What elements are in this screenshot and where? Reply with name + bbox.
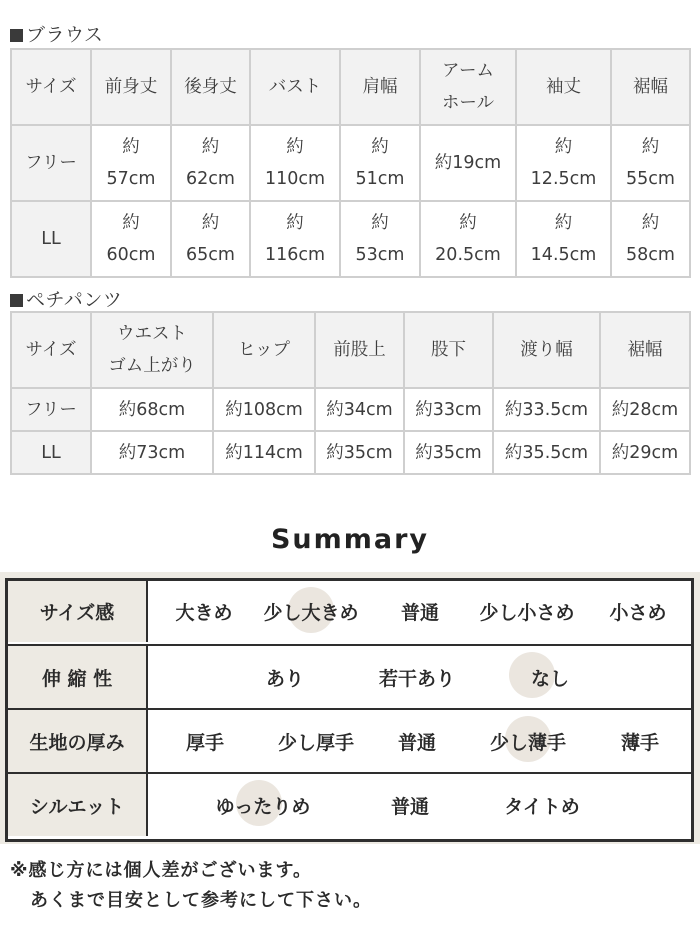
summary-option: 若干あり (378, 667, 455, 690)
petticoat-header-cell: ヒップ (213, 312, 315, 388)
petticoat-row (11, 431, 690, 474)
summary-option: 普通 (397, 731, 436, 754)
blouse-cell: 約 110cm (250, 125, 340, 201)
blouse-cell: 約 14.5cm (516, 201, 611, 277)
summary-option: 薄手 (620, 731, 659, 754)
blouse-header-row (11, 49, 690, 125)
petticoat-header-cell: 裾幅 (600, 312, 690, 388)
summary-row (8, 772, 691, 836)
summary-option: 大きめ (175, 602, 233, 624)
blouse-size-label: フリー (11, 125, 91, 201)
blouse-section-title: ブラウス (10, 20, 103, 47)
summary-title: Summary (270, 524, 430, 555)
note-line-1: ※感じ方には個人差がございます。 (10, 860, 313, 881)
petticoat-header-row (11, 312, 690, 388)
petticoat-size-label: フリー (11, 388, 91, 431)
summary-table (5, 578, 694, 842)
petticoat-cell: 約35.5cm (493, 431, 600, 474)
summary-option: なし (530, 667, 569, 690)
summary-option: 少し大きめ (263, 602, 359, 624)
blouse-cell: 約 57cm (91, 125, 171, 201)
summary-option: タイトめ (504, 795, 580, 818)
blouse-header-cell: アーム ホール (420, 49, 516, 125)
square-bullet-icon (10, 29, 23, 42)
summary-row-label: サイズ感 (8, 581, 148, 642)
petticoat-section-title: ペチパンツ (10, 285, 122, 312)
summary-row-label: 生地の厚み (8, 710, 148, 772)
blouse-header-cell: サイズ (11, 49, 91, 125)
blouse-header-cell: 袖丈 (516, 49, 611, 125)
summary-row (8, 581, 691, 642)
petticoat-header-cell: 股下 (404, 312, 493, 388)
summary-option: 厚手 (185, 731, 224, 754)
blouse-header-cell: 後身丈 (171, 49, 250, 125)
blouse-cell: 約 55cm (611, 125, 690, 201)
summary-option: あり (265, 667, 304, 690)
petticoat-cell: 約29cm (600, 431, 690, 474)
petticoat-header-cell: サイズ (11, 312, 91, 388)
summary-option: 普通 (400, 602, 439, 624)
summary-option: 小さめ (609, 602, 667, 624)
blouse-cell: 約 51cm (340, 125, 420, 201)
blouse-cell: 約 20.5cm (420, 201, 516, 277)
blouse-size-label: LL (11, 201, 91, 277)
petticoat-cell: 約28cm (600, 388, 690, 431)
petticoat-cell: 約73cm (91, 431, 213, 474)
petticoat-cell: 約108cm (213, 388, 315, 431)
petticoat-cell: 約68cm (91, 388, 213, 431)
summary-option: 少し厚手 (277, 731, 354, 754)
summary-option: 少し薄手 (489, 731, 566, 754)
blouse-cell: 約 58cm (611, 201, 690, 277)
blouse-cell: 約 12.5cm (516, 125, 611, 201)
petticoat-cell: 約35cm (315, 431, 404, 474)
petticoat-row (11, 388, 690, 431)
blouse-cell: 約 65cm (171, 201, 250, 277)
petticoat-cell: 約35cm (404, 431, 493, 474)
petticoat-cell: 約34cm (315, 388, 404, 431)
blouse-cell: 約 60cm (91, 201, 171, 277)
blouse-cell: 約 116cm (250, 201, 340, 277)
petticoat-cell: 約33cm (404, 388, 493, 431)
blouse-cell: 約 62cm (171, 125, 250, 201)
blouse-size-table (10, 48, 691, 278)
blouse-cell: 約19cm (420, 125, 516, 201)
summary-option: 普通 (390, 795, 429, 818)
petticoat-header-cell: ウエスト ゴム上がり (91, 312, 213, 388)
blouse-header-cell: 肩幅 (340, 49, 420, 125)
summary-row (8, 708, 691, 772)
blouse-row (11, 201, 690, 277)
summary-row-label: 伸 縮 性 (8, 646, 148, 708)
petticoat-header-cell: 前股上 (315, 312, 404, 388)
petticoat-header-cell: 渡り幅 (493, 312, 600, 388)
blouse-header-cell: バスト (250, 49, 340, 125)
summary-option: 少し小さめ (479, 602, 575, 624)
blouse-header-cell: 裾幅 (611, 49, 690, 125)
summary-row-label: シルエット (8, 774, 148, 836)
blouse-cell: 約 53cm (340, 201, 420, 277)
blouse-row (11, 125, 690, 201)
petticoat-cell: 約114cm (213, 431, 315, 474)
square-bullet-icon (10, 294, 23, 307)
summary-row (8, 644, 691, 708)
note-line-2: あくまで目安として参考にして下さい。 (30, 890, 372, 911)
summary-option: ゆったりめ (215, 795, 311, 818)
blouse-header-cell: 前身丈 (91, 49, 171, 125)
petticoat-cell: 約33.5cm (493, 388, 600, 431)
petticoat-size-label: LL (11, 431, 91, 474)
petticoat-size-table (10, 311, 691, 475)
